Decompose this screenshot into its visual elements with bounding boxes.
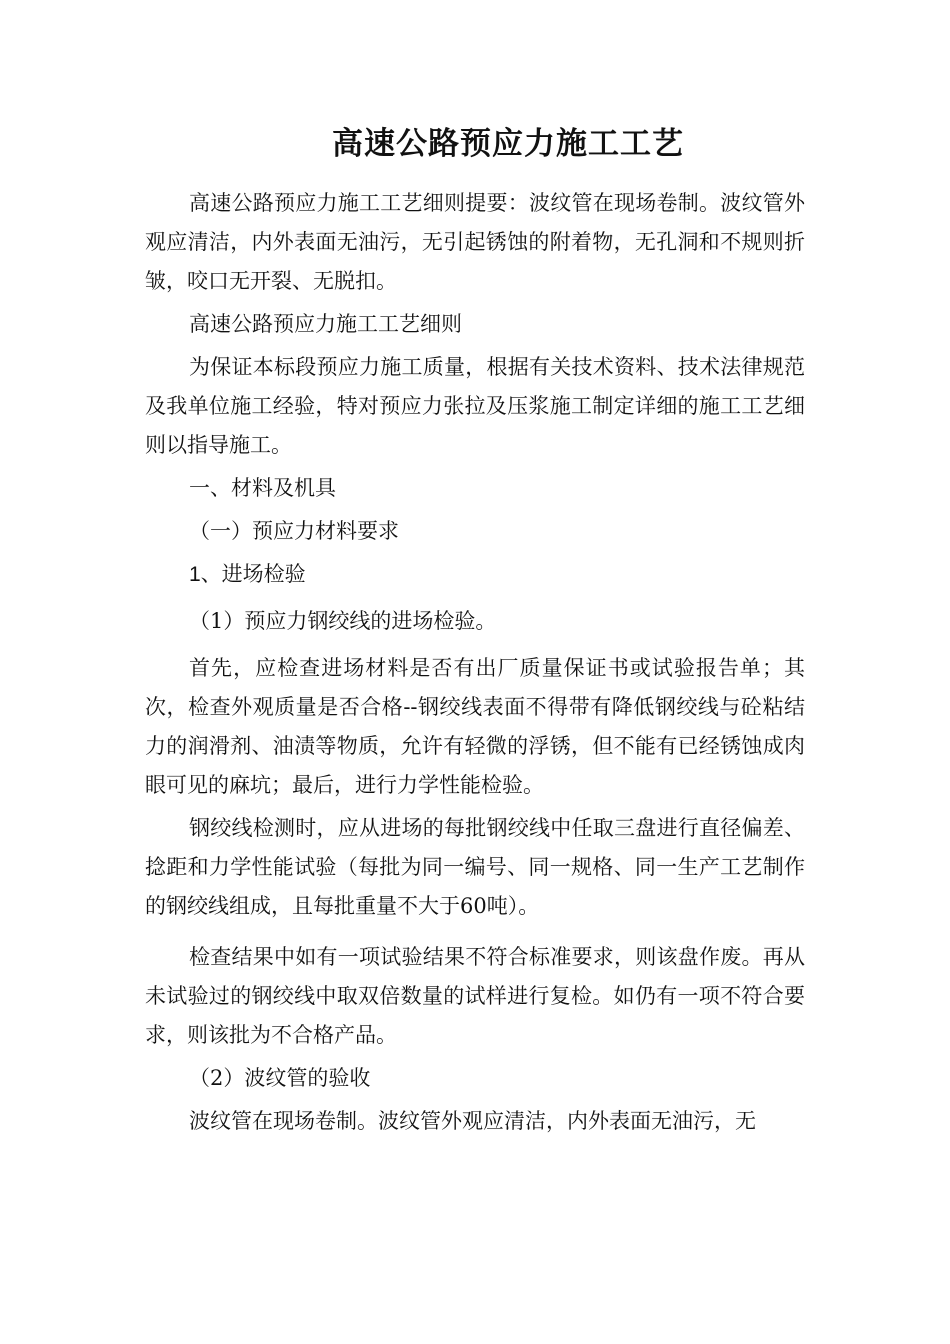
document-body <box>145 184 805 1141</box>
subsection-heading-prestress-materials: （一）预应力材料要求 <box>189 519 399 543</box>
paragraph-summary: 高速公路预应力施工工艺细则提要：波纹管在现场卷制。波纹管外观应清洁，内外表面无油污，无引起锈蚀的附着物，无孔洞和不规则折皱，咬口无开裂、无脱扣。 <box>145 191 805 293</box>
paragraph-test-results: 检查结果中如有一项试验结果不符合标准要求，则该盘作废。再从未试验过的钢绞线中取双倍数量的试样进行复检。如仍有一项不符合要求，则该批为不合格产品。 <box>145 945 805 1047</box>
paragraph-subtitle: 高速公路预应力施工工艺细则 <box>189 312 462 336</box>
item-heading-strand-inspection: （1）预应力钢绞线的进场检验。 <box>189 609 497 633</box>
item-heading-entry-inspection: 1、进场检验 <box>189 563 306 586</box>
paragraph-inspection-steps: 首先，应检查进场材料是否有出厂质量保证书或试验报告单；其次，检查外观质量是否合格--钢绞线表面不得带有降低钢绞线与砼粘结力的润滑剂、油渍等物质，允许有轻微的浮锈，但不能有已经锈蚀成肉眼可见的麻坑；最后，进行力学性能检验。 <box>145 656 805 797</box>
paragraph-strand-testing: 钢绞线检测时，应从进场的每批钢绞线中任取三盘进行直径偏差、捻距和力学性能试验（每批为同一编号、同一规格、同一生产工艺制作的钢绞线组成，且每批重量不大于60吨）。 <box>145 816 805 918</box>
paragraph-intro: 为保证本标段预应力施工质量，根据有关技术资料、技术法律规范及我单位施工经验，特对预应力张拉及压浆施工制定详细的施工工艺细则以指导施工。 <box>145 355 805 457</box>
section-heading-materials: 一、材料及机具 <box>189 476 336 500</box>
item-heading-duct-acceptance: （2）波纹管的验收 <box>189 1066 371 1090</box>
paragraph-duct-requirements: 波纹管在现场卷制。波纹管外观应清洁，内外表面无油污，无 <box>189 1109 756 1133</box>
document-title: 高速公路预应力施工工艺 <box>332 126 684 162</box>
